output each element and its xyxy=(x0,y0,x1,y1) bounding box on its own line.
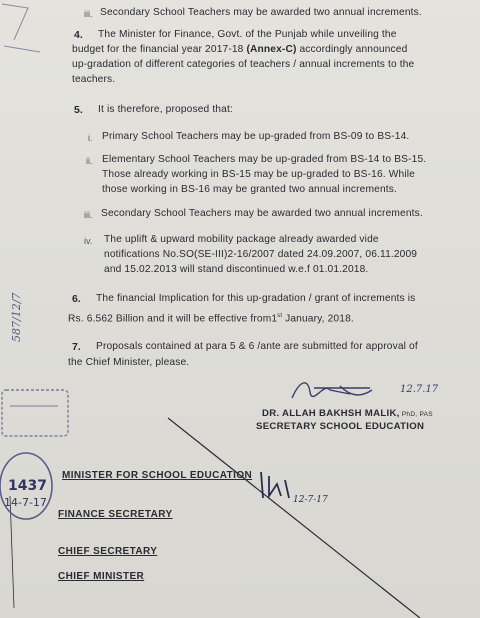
para4-line4: teachers. xyxy=(72,74,116,85)
corner-mark xyxy=(0,0,60,70)
stamp-number: 1437 xyxy=(8,478,47,494)
para5-number: 5. xyxy=(74,104,83,116)
signatory-name: DR. ALLAH BAKHSH MALIK, PhD, PAS xyxy=(262,408,433,419)
margin-note xyxy=(2,258,42,348)
para6-number: 6. xyxy=(72,293,81,305)
item-ii-line2: Those already working in BS-15 may be up-graded to BS-16. While xyxy=(102,169,415,180)
para7-line1: Proposals contained at para 5 & 6 /ante are submitted for approval of xyxy=(96,341,418,352)
item-iii-line1: Secondary School Teachers may be awarded two annual increments. xyxy=(101,208,423,219)
roman-numeral: iv. xyxy=(84,236,93,246)
para4-line3: up-gradation of different categories of teachers / annual increments to the xyxy=(72,59,415,70)
addressee-finance-secretary: FINANCE SECRETARY xyxy=(58,509,173,520)
item-ii-line1: Elementary School Teachers may be up-graded from BS-14 to BS-15. xyxy=(102,154,427,165)
signature-date: 12.7.17 xyxy=(400,384,439,395)
item-i-line1: Primary School Teachers may be up-graded from BS-09 to BS-14. xyxy=(102,131,410,142)
para4-number: 4. xyxy=(74,29,83,41)
diary-stamp xyxy=(0,448,60,522)
minister-date: 12-7-17 xyxy=(293,495,328,505)
para7-line2: the Chief Minister, please. xyxy=(68,357,190,368)
addressee-chief-minister: CHIEF MINISTER xyxy=(58,571,145,582)
signatory-title: SECRETARY SCHOOL EDUCATION xyxy=(256,421,425,432)
para5-intro: It is therefore, proposed that: xyxy=(98,104,233,115)
item-iv-line3: and 15.02.2013 will stand discontinued w.e.f 01.01.2018. xyxy=(104,264,369,275)
annex-c: (Annex-C) xyxy=(246,44,297,55)
receipt-stamp-top xyxy=(0,382,72,442)
para6-line2: Rs. 6.562 Billion and it will be effective from1st January, 2018. xyxy=(68,313,354,325)
para4-line1: The Minister for Finance, Govt. of the Punjab while unveiling the xyxy=(98,29,397,40)
item-iv-line1: The uplift & upward mobility package already awarded vide xyxy=(104,234,379,245)
stamp-date: 14-7-17 xyxy=(4,496,47,509)
top-line: Secondary School Teachers may be awarded two annual increments. xyxy=(100,7,422,18)
addressee-minister: MINISTER FOR SCHOOL EDUCATION xyxy=(62,470,253,481)
margin-note-text: 587/12/7 xyxy=(10,292,23,342)
item-iv-line2: notifications No.SO(SE-III)2-16/2007 dated 24.09.2007, 06.11.2009 xyxy=(104,249,418,260)
roman-numeral: iii. xyxy=(84,9,93,19)
para6-line1: The financial Implication for this up-gradation / grant of increments is xyxy=(96,293,416,304)
roman-numeral: i. xyxy=(88,133,93,143)
roman-numeral: iii. xyxy=(84,210,93,220)
para4-line2: budget for the financial year 2017-18 (Annex-C) accordingly announced xyxy=(72,44,408,55)
item-ii-line3: those working in BS-16 may be granted two annual increments. xyxy=(102,184,397,195)
para7-number: 7. xyxy=(72,341,81,353)
addressee-chief-secretary: CHIEF SECRETARY xyxy=(58,546,158,557)
roman-numeral: ii. xyxy=(86,156,93,166)
